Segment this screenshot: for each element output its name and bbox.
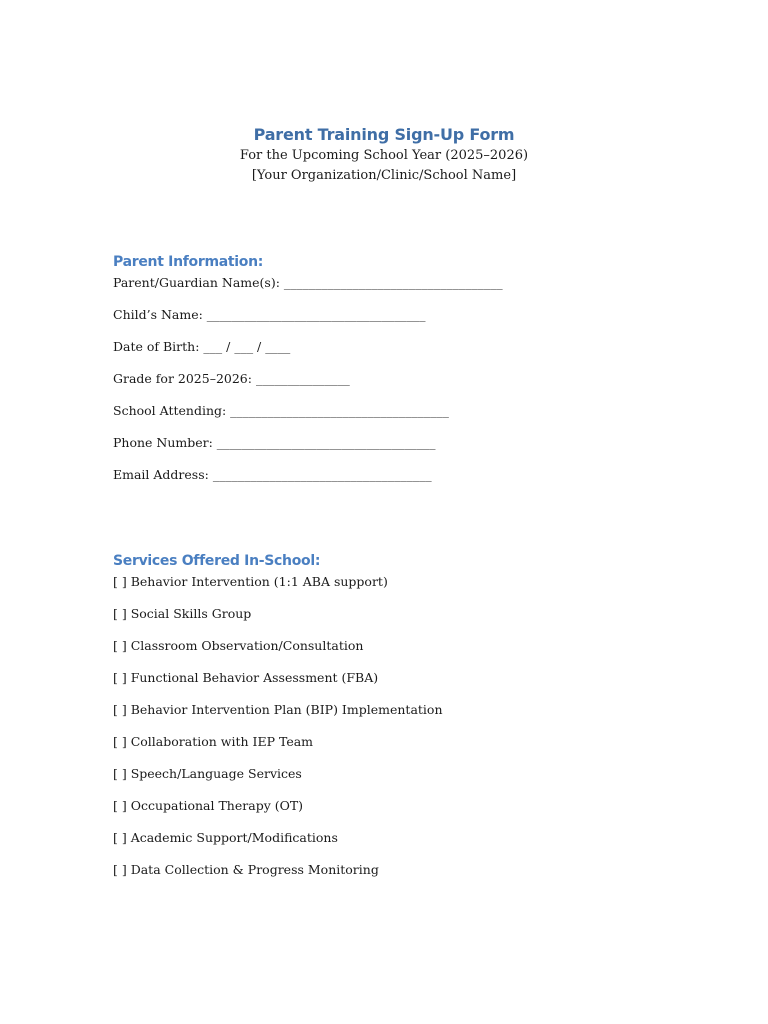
service-item: [ ] Academic Support/Modifications: [113, 830, 338, 845]
parent-information-heading: Parent Information:: [113, 254, 264, 270]
child-name-field: Child’s Name: ___________________________________: [113, 307, 426, 322]
service-item: [ ] Collaboration with IEP Team: [113, 734, 314, 749]
phone-number-field: Phone Number: ___________________________________: [113, 435, 436, 450]
form-header: [0, 124, 768, 186]
services-section: [113, 551, 673, 879]
service-item: [ ] Behavior Intervention Plan (BIP) Implementation: [113, 702, 443, 717]
email-address-field: Email Address: ___________________________________: [113, 467, 432, 482]
grade-field: Grade for 2025–2026: _______________: [113, 371, 350, 386]
service-item: [ ] Functional Behavior Assessment (FBA): [113, 670, 379, 685]
school-attending-field: School Attending: ___________________________________: [113, 403, 449, 418]
service-item: [ ] Data Collection & Progress Monitoring: [113, 862, 379, 877]
service-item: [ ] Occupational Therapy (OT): [113, 798, 304, 813]
parent-information-section: [113, 252, 673, 484]
organization-name: [Your Organization/Clinic/School Name]: [251, 168, 517, 183]
date-of-birth-field: Date of Birth: ___ / ___ / ____: [113, 339, 291, 354]
parent-guardian-name-field: Parent/Guardian Name(s): ___________________________________: [113, 275, 503, 290]
services-heading: Services Offered In-School:: [113, 553, 321, 569]
form-title: Parent Training Sign-Up Form: [253, 125, 515, 144]
service-item: [ ] Classroom Observation/Consultation: [113, 638, 364, 653]
service-item: [ ] Speech/Language Services: [113, 766, 302, 781]
service-item: [ ] Behavior Intervention (1:1 ABA support): [113, 574, 388, 589]
service-item: [ ] Social Skills Group: [113, 606, 252, 621]
form-subtitle: For the Upcoming School Year (2025–2026): [239, 148, 529, 163]
